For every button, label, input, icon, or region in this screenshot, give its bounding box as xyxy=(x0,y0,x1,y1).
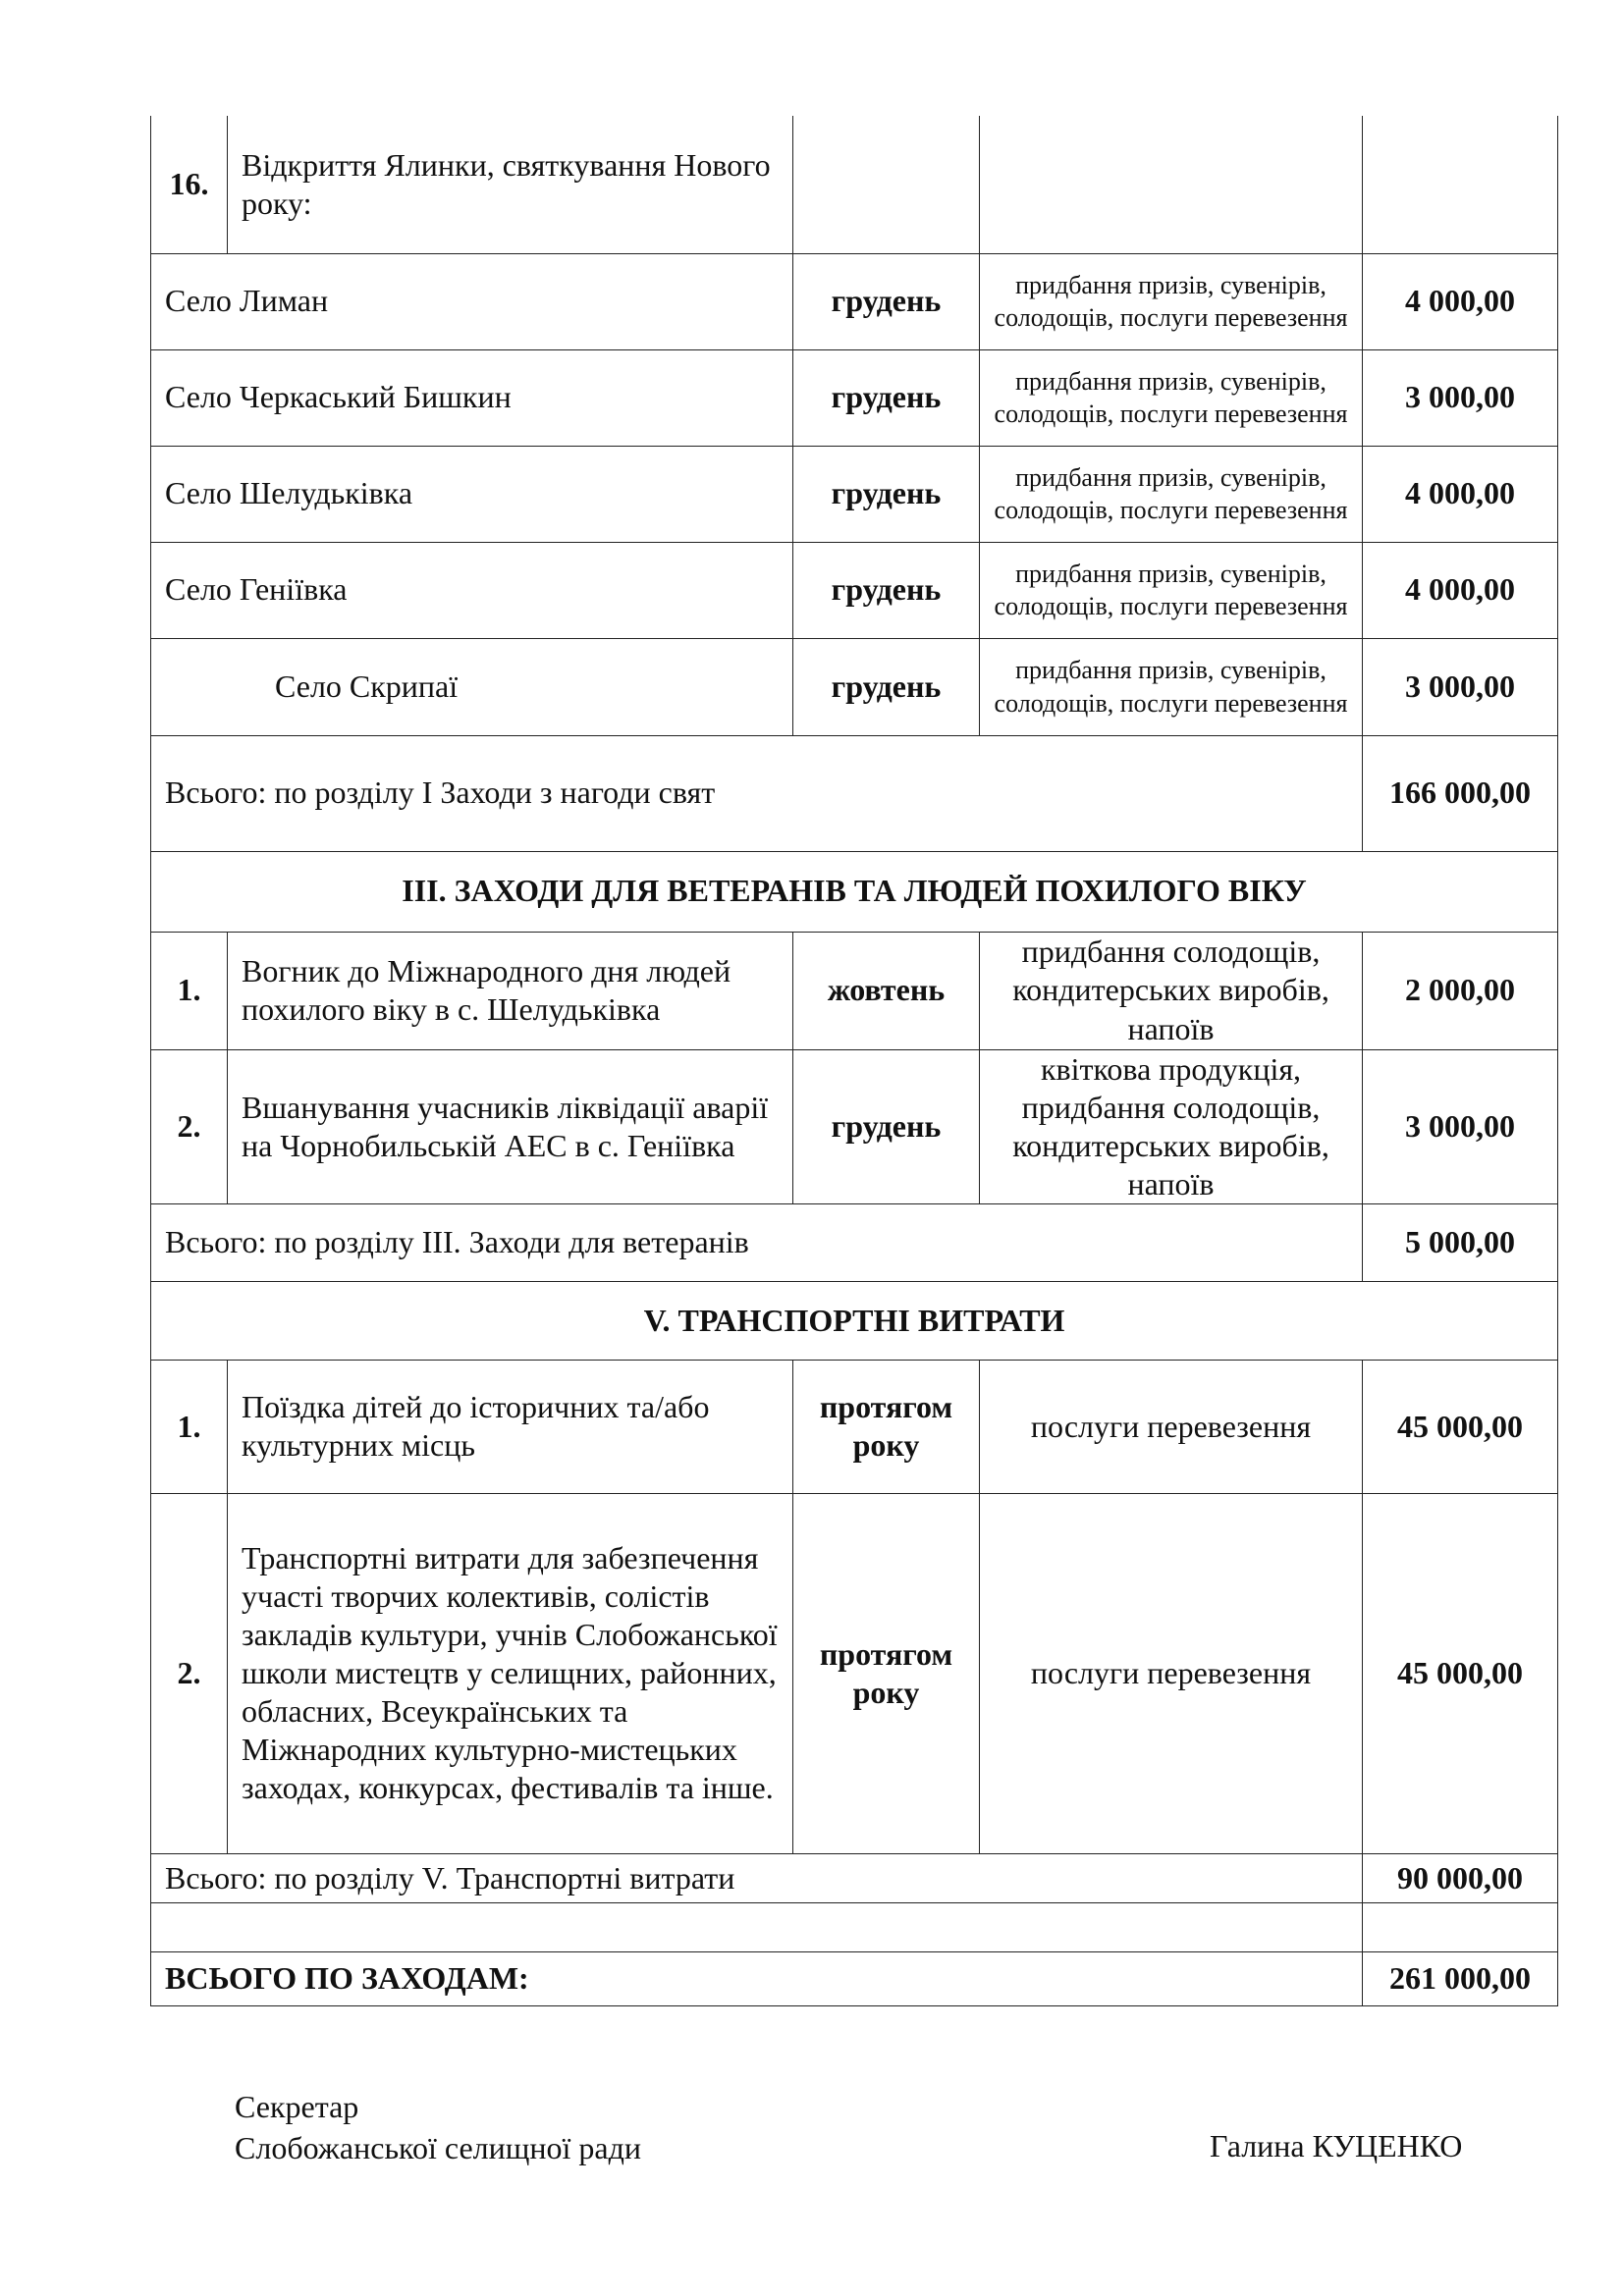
event-month: протягом року xyxy=(793,1360,980,1493)
signer-name: Галина КУЦЕНКО xyxy=(1210,2128,1463,2163)
event-month: грудень xyxy=(793,349,980,446)
event-description: придбання призів, сувенірів, солодощів, послуги перевезення xyxy=(980,349,1363,446)
section-total-row xyxy=(151,735,1558,851)
event-sum: 4 000,00 xyxy=(1363,542,1558,638)
village-name: Село Лиман xyxy=(151,253,793,349)
spacer-row xyxy=(151,1902,1558,1951)
village-name: Село Шелудьківка xyxy=(151,446,793,542)
row-number: 1. xyxy=(151,932,228,1049)
empty-cell xyxy=(1363,116,1558,253)
event-description: послуги перевезення xyxy=(980,1360,1363,1493)
table-row xyxy=(151,446,1558,542)
events-table xyxy=(150,116,1558,2006)
event-name: Транспортні витрати для забезпечення участі творчих колективів, солістів закладів культури, учнів Слобожанської школи мистецтв у селищних, районних, обласних, Всеукраїнських та Міжнародних культурно-мистецьких заходах, конкурсах, фестивалів та інше. xyxy=(228,1493,793,1853)
event-sum: 3 000,00 xyxy=(1363,349,1558,446)
grand-total-label: ВСЬОГО ПО ЗАХОДАМ: xyxy=(151,1951,1363,2005)
empty-cell xyxy=(1363,1902,1558,1951)
row-number: 16. xyxy=(151,116,228,253)
table-row xyxy=(151,253,1558,349)
event-description: послуги перевезення xyxy=(980,1493,1363,1853)
signature-position: Секретар xyxy=(235,2089,359,2124)
grand-total-row xyxy=(151,1951,1558,2005)
event-description: квіткова продукція, придбання солодощів, кондитерських виробів, напоїв xyxy=(980,1049,1363,1203)
table-row xyxy=(151,638,1558,735)
event-description: придбання призів, сувенірів, солодощів, послуги перевезення xyxy=(980,638,1363,735)
event-month: протягом року xyxy=(793,1493,980,1853)
signature-organization: Слобожанської селищної ради xyxy=(235,2129,641,2165)
table-row xyxy=(151,542,1558,638)
event-month: грудень xyxy=(793,1049,980,1203)
table-row xyxy=(151,1049,1558,1203)
village-name: Село Черкаський Бишкин xyxy=(151,349,793,446)
event-sum: 4 000,00 xyxy=(1363,446,1558,542)
event-sum: 3 000,00 xyxy=(1363,1049,1558,1203)
event-name: Вогник до Міжнародного дня людей похилого віку в с. Шелудьківка xyxy=(228,932,793,1049)
section-total-label: Всього: по розділу ІІІ. Заходи для ветеранів xyxy=(151,1203,1363,1281)
grand-total-sum: 261 000,00 xyxy=(1363,1951,1558,2005)
signature-block xyxy=(235,2087,641,2168)
empty-cell xyxy=(151,1902,1363,1951)
empty-cell xyxy=(793,116,980,253)
section-total-sum: 166 000,00 xyxy=(1363,735,1558,851)
section-total-row xyxy=(151,1853,1558,1902)
event-description: придбання солодощів, кондитерських виробів, напоїв xyxy=(980,932,1363,1049)
section-total-sum: 90 000,00 xyxy=(1363,1853,1558,1902)
table-row xyxy=(151,1360,1558,1493)
section-total-row xyxy=(151,1203,1558,1281)
event-sum: 45 000,00 xyxy=(1363,1493,1558,1853)
event-sum: 2 000,00 xyxy=(1363,932,1558,1049)
section-header-row xyxy=(151,851,1558,932)
empty-cell xyxy=(980,116,1363,253)
event-sum: 4 000,00 xyxy=(1363,253,1558,349)
section-title: V. ТРАНСПОРТНІ ВИТРАТИ xyxy=(151,1281,1558,1360)
event-sum: 45 000,00 xyxy=(1363,1360,1558,1493)
section-total-label: Всього: по розділу V. Транспортні витрати xyxy=(151,1853,1363,1902)
event-description: придбання призів, сувенірів, солодощів, послуги перевезення xyxy=(980,542,1363,638)
section-total-label: Всього: по розділу І Заходи з нагоди свят xyxy=(151,735,1363,851)
event-description: придбання призів, сувенірів, солодощів, послуги перевезення xyxy=(980,253,1363,349)
event-name: Вшанування учасників ліквідації аварії на Чорнобильській АЕС в с. Геніївка xyxy=(228,1049,793,1203)
village-name: Село Скрипаї xyxy=(151,638,793,735)
event-month: жовтень xyxy=(793,932,980,1049)
row-number: 2. xyxy=(151,1493,228,1853)
row-number: 2. xyxy=(151,1049,228,1203)
table-row xyxy=(151,116,1558,253)
event-month: грудень xyxy=(793,253,980,349)
event-month: грудень xyxy=(793,638,980,735)
row-number: 1. xyxy=(151,1360,228,1493)
section-title: ІІІ. ЗАХОДИ ДЛЯ ВЕТЕРАНІВ ТА ЛЮДЕЙ ПОХИЛОГО ВІКУ xyxy=(151,851,1558,932)
section-header-row xyxy=(151,1281,1558,1360)
section-total-sum: 5 000,00 xyxy=(1363,1203,1558,1281)
event-description: придбання призів, сувенірів, солодощів, послуги перевезення xyxy=(980,446,1363,542)
table-row xyxy=(151,932,1558,1049)
event-name: Поїздка дітей до історичних та/або культурних місць xyxy=(228,1360,793,1493)
event-month: грудень xyxy=(793,446,980,542)
table-row xyxy=(151,349,1558,446)
event-month: грудень xyxy=(793,542,980,638)
event-sum: 3 000,00 xyxy=(1363,638,1558,735)
table-row xyxy=(151,1493,1558,1853)
village-name: Село Геніївка xyxy=(151,542,793,638)
event-name: Відкриття Ялинки, святкування Нового року: xyxy=(228,116,793,253)
